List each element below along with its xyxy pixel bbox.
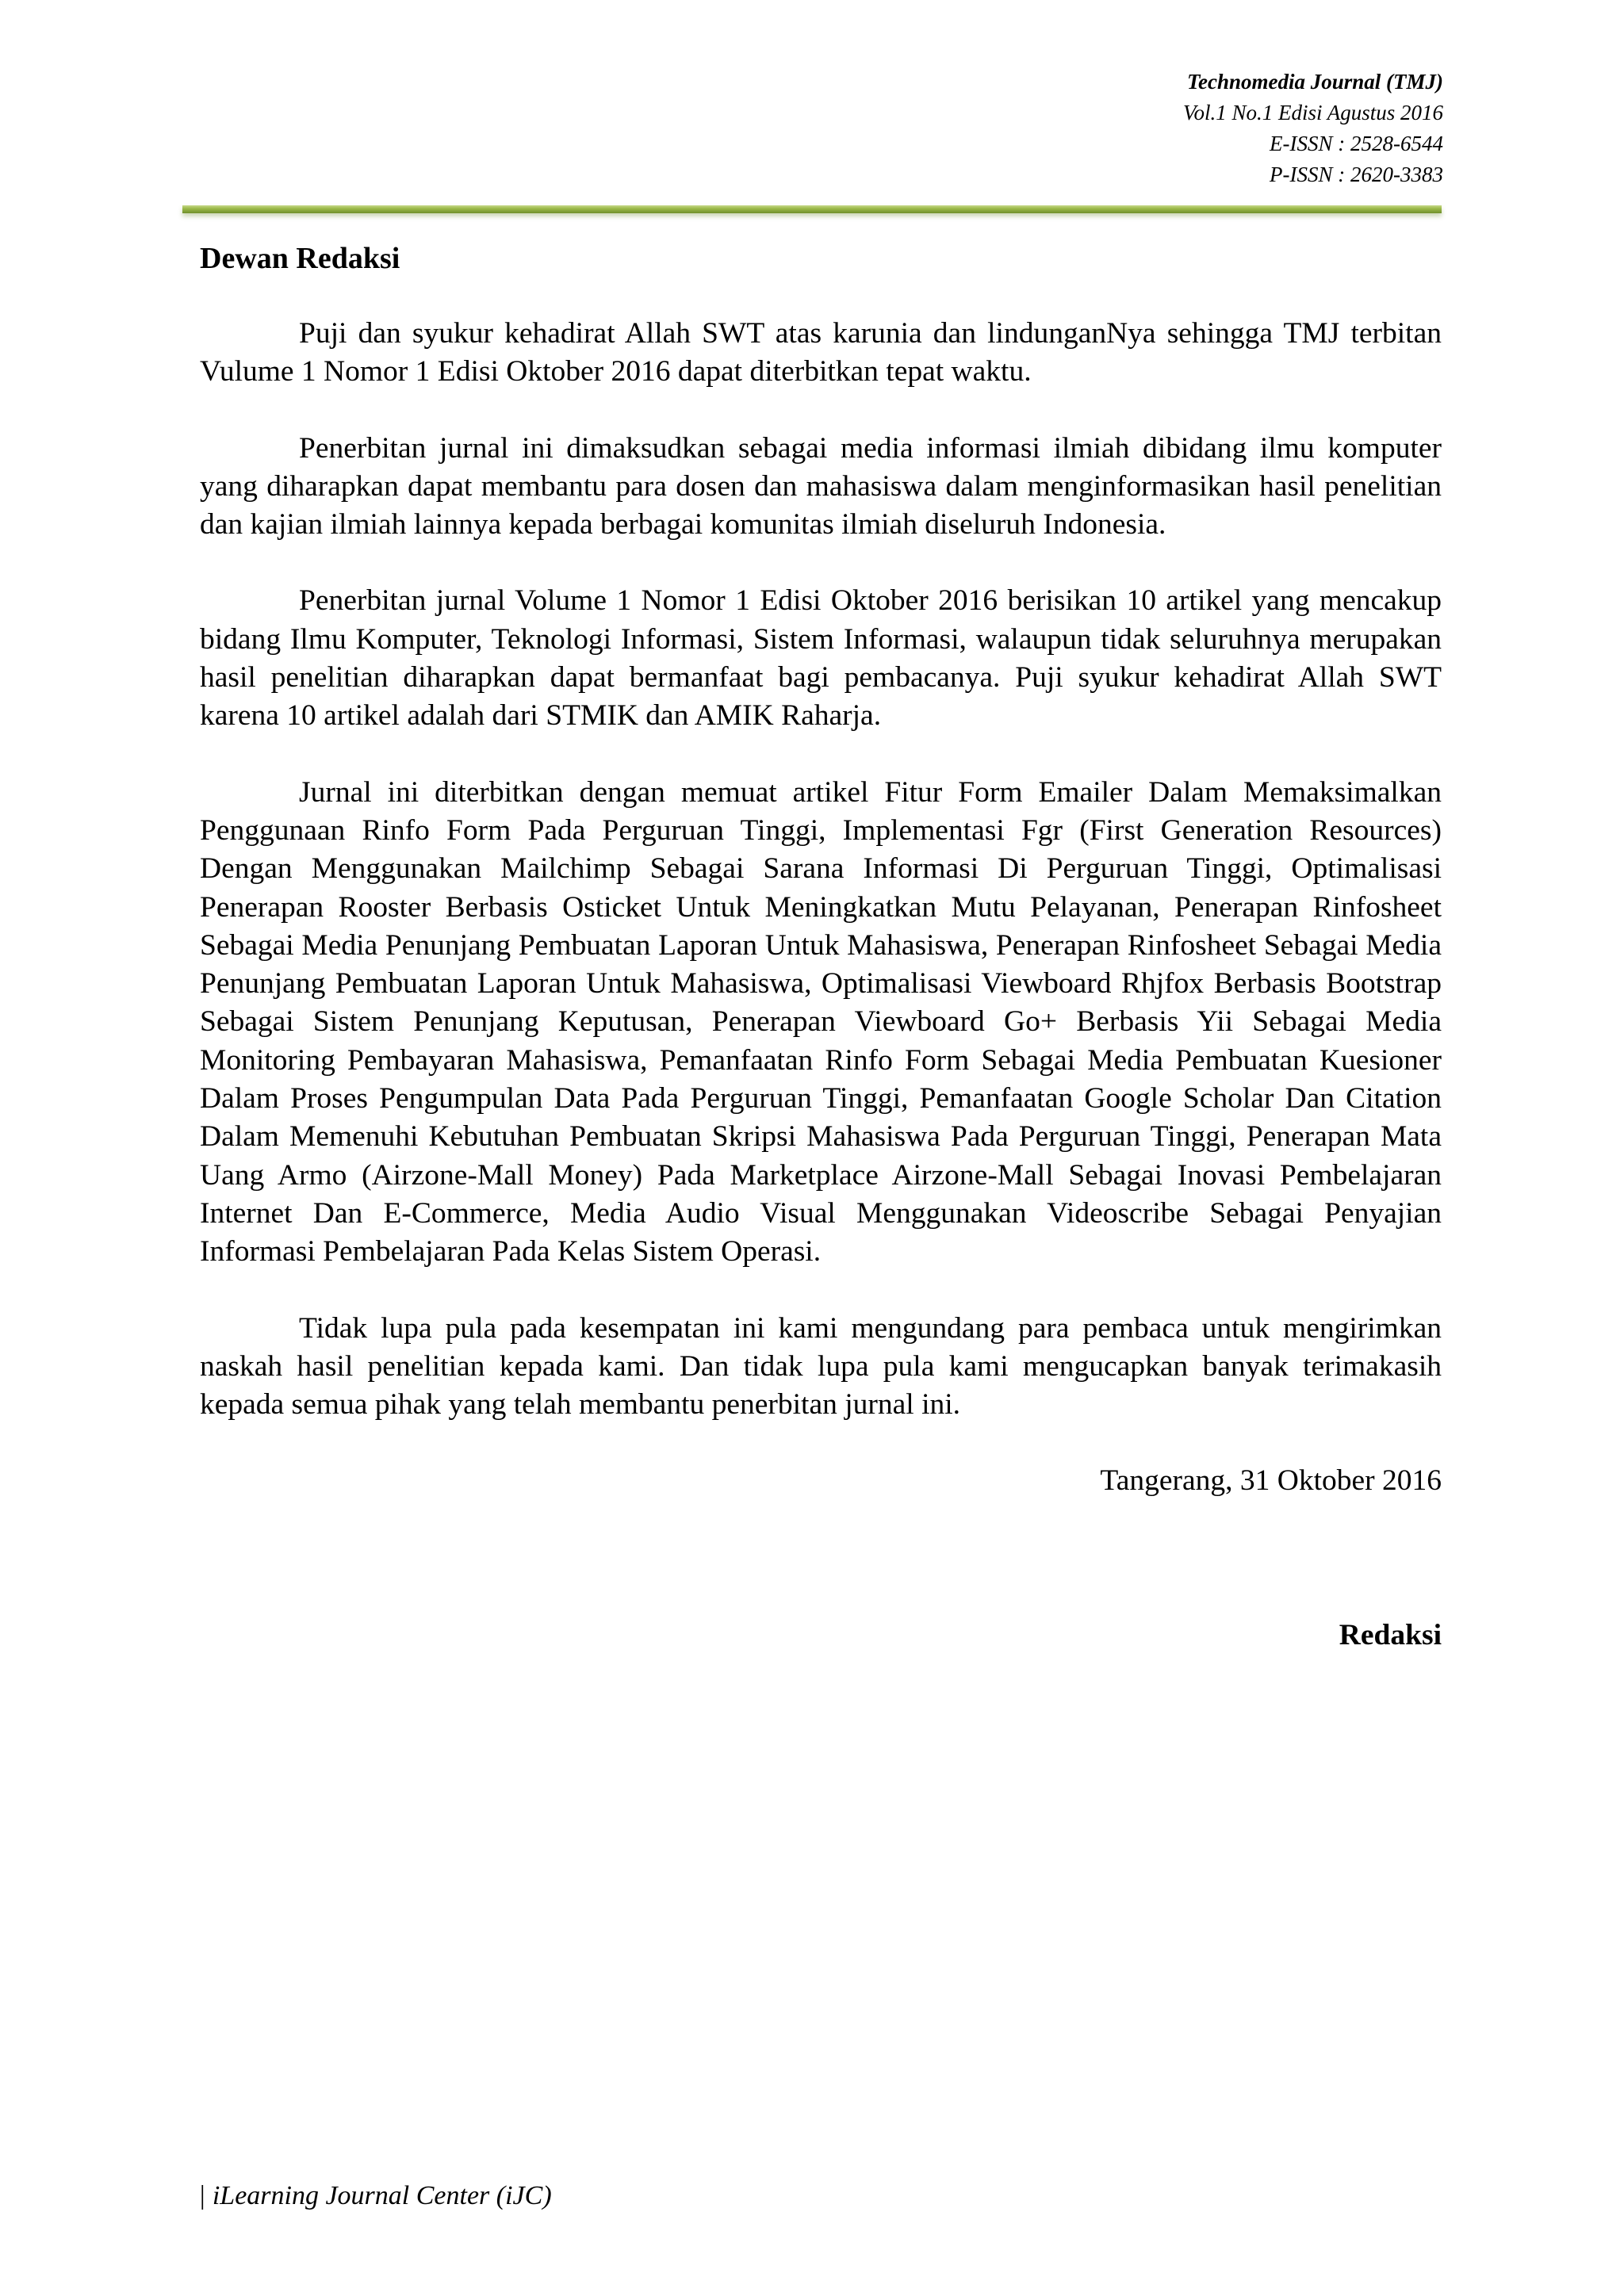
eissn-line: E-ISSN : 2528-6544 [1270, 132, 1443, 155]
closing-place-date: Tangerang, 31 Oktober 2016 [1100, 1464, 1442, 1498]
page-footer: | iLearning Journal Center (iJC) [198, 2181, 552, 2210]
journal-header [1183, 67, 1443, 190]
paragraph-1: Puji dan syukur kehadirat Allah SWT atas karunia dan lindunganNya sehingga TMJ terbitan Vulume 1 Nomor 1 Edisi Oktober 2016 dapat diterbitkan tepat waktu. [200, 317, 1442, 388]
pissn-line: P-ISSN : 2620-3383 [1270, 163, 1443, 186]
editorial-content [200, 239, 1442, 1655]
paragraph-5: Tidak lupa pula pada kesempatan ini kami mengundang para pembaca untuk mengirimkan naskah hasil penelitian kepada kami. Dan tidak lupa pula kami mengucapkan banyak terimakasih kepada semua pihak yang telah membantu penerbitan jurnal ini. [200, 1311, 1442, 1422]
paragraph-4: Jurnal ini diterbitkan dengan memuat artikel Fitur Form Emailer Dalam Memaksimalkan Penggunaan Rinfo Form Pada Perguruan Tinggi, Implementasi Fgr (First Generation Resources) Dengan Menggunakan Mailchimp Sebagai Sarana Informasi Di Perguruan Tinggi, Optimalisasi Penerapan Rooster Berbasis Osticket Untuk Meningkatkan Mutu Pelayanan, Penerapan Rinfosheet Sebagai Media Penunjang Pembuatan Laporan Untuk Mahasiswa, Penerapan Rinfosheet Sebagai Media Penunjang Pembuatan Laporan Untuk Mahasiswa, Optimalisasi Viewboard Rhjfox Berbasis Bootstrap Sebagai Sistem Penunjang Keputusan, Penerapan Viewboard Go+ Berbasis Yii Sebagai Media Monitoring Pembayaran Mahasiswa, Pemanfaatan Rinfo Form Sebagai Media Pembuatan Kuesioner Dalam Proses Pengumpulan Data Pada Perguruan Tinggi, Pemanfaatan Google Scholar Dan Citation Dalam Memenuhi Kebutuhan Pembuatan Skripsi Mahasiswa Pada Perguruan Tinggi, Penerapan Mata Uang Armo (Airzone-Mall Money) Pada Marketplace Airzone-Mall Sebagai Inovasi Pembelajaran Internet Dan E-Commerce, Media Audio Visual Menggunakan Videoscribe Sebagai Penyajian Informasi Pembelajaran Pada Kelas Sistem Operasi. [200, 775, 1442, 1269]
paragraph-2: Penerbitan jurnal ini dimaksudkan sebagai media informasi ilmiah dibidang ilmu komputer yang diharapkan dapat membantu para dosen dan mahasiswa dalam menginformasikan hasil penelitian dan kajian ilmiah lainnya kepada berbagai komunitas ilmiah diseluruh Indonesia. [200, 431, 1442, 541]
paragraph-3: Penerbitan jurnal Volume 1 Nomor 1 Edisi Oktober 2016 berisikan 10 artikel yang mencakup bidang Ilmu Komputer, Teknologi Informasi, Sistem Informasi, walaupun tidak seluruhnya merupakan hasil penelitian diharapkan dapat bermanfaat bagi pembacanya. Puji syukur kehadirat Allah SWT karena 10 artikel adalah dari STMIK dan AMIK Raharja. [200, 584, 1442, 733]
volume-line: Vol.1 No.1 Edisi Agustus 2016 [1182, 101, 1443, 124]
closing-signature: Redaksi [1339, 1618, 1442, 1651]
header-divider [182, 205, 1442, 213]
section-title: Dewan Redaksi [200, 242, 400, 275]
journal-name: Technomedia Journal (TMJ) [1186, 70, 1443, 94]
